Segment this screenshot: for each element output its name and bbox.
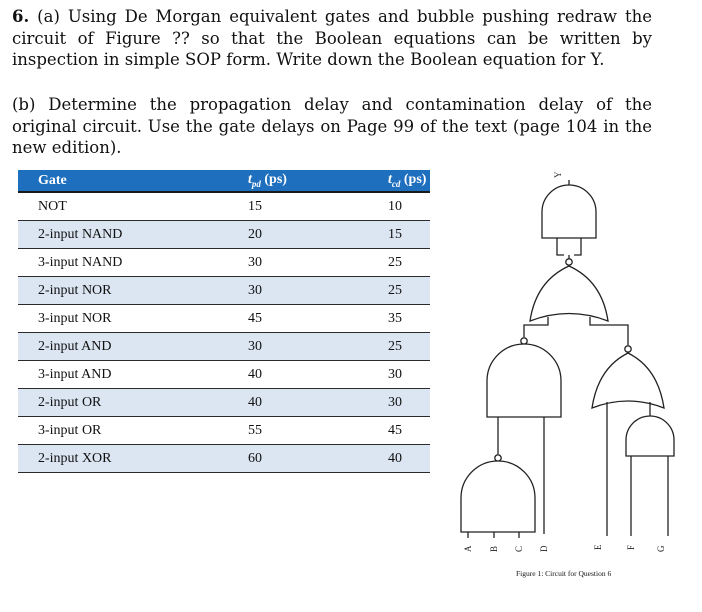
figure-caption: Figure 1: Circuit for Question 6 — [516, 569, 612, 578]
upper-nor-bubble — [566, 259, 572, 265]
input-label-g: G — [656, 545, 666, 552]
wire-top-nand-in1 — [557, 238, 564, 255]
cell-tcd: 45 — [368, 417, 430, 445]
cell-tcd: 35 — [368, 305, 430, 333]
circuit-diagram — [440, 160, 702, 565]
header-tcd-unit: (ps) — [400, 172, 427, 188]
cell-tcd: 10 — [368, 192, 430, 221]
right-and-gate — [626, 416, 674, 456]
cell-gate: 3-input AND — [18, 361, 228, 389]
cell-gate: NOT — [18, 192, 228, 221]
table-row — [18, 389, 430, 417]
cell-tcd: 40 — [368, 445, 430, 473]
cell-gate: 3-input NOR — [18, 305, 228, 333]
cell-gate: 2-input OR — [18, 389, 228, 417]
table-row — [18, 249, 430, 277]
cell-tpd: 30 — [228, 249, 368, 277]
wire-upper-nor-in-right — [590, 317, 628, 345]
input-label-a: A — [463, 545, 473, 552]
middle-nand-bubble — [521, 338, 527, 344]
wire-top-nand-in2 — [574, 238, 581, 255]
cell-tcd: 25 — [368, 277, 430, 305]
header-tcd-sub: cd — [391, 178, 401, 189]
input-label-f: F — [626, 544, 636, 550]
table-row — [18, 305, 430, 333]
cell-tcd: 30 — [368, 361, 430, 389]
part-a-text: (a) Using De Morgan equivalent gates and bubble pushing redraw the circuit of Figure ?? so that the Boolean equations can be written by inspection in simple SOP form. Write down the Boolean equation for Y. — [12, 7, 652, 69]
cell-gate: 2-input NOR — [18, 277, 228, 305]
question-number: 6. — [12, 7, 30, 26]
cell-tpd: 30 — [228, 277, 368, 305]
cell-tpd: 30 — [228, 333, 368, 361]
header-tpd-t: t — [248, 172, 252, 188]
cell-tpd: 20 — [228, 221, 368, 249]
table-header-row — [18, 170, 430, 192]
cell-gate: 2-input XOR — [18, 445, 228, 473]
upper-nor-gate — [530, 266, 608, 321]
cell-tpd: 40 — [228, 361, 368, 389]
top-nand-gate — [542, 185, 596, 238]
cell-tcd: 15 — [368, 221, 430, 249]
header-tcd-t: t — [388, 172, 392, 188]
cell-gate: 2-input AND — [18, 333, 228, 361]
input-label-e: E — [593, 544, 603, 550]
input-label-c: C — [514, 545, 524, 552]
cell-tcd: 25 — [368, 249, 430, 277]
input-label-d: D — [539, 545, 549, 552]
cell-tpd: 55 — [228, 417, 368, 445]
input-label-b: B — [489, 545, 499, 552]
table-row — [18, 192, 430, 221]
cell-tcd: 30 — [368, 389, 430, 417]
table-row — [18, 445, 430, 473]
table-row — [18, 277, 430, 305]
table-row — [18, 417, 430, 445]
cell-tpd: 15 — [228, 192, 368, 221]
bottom-nand-gate — [461, 461, 535, 532]
cell-tpd: 45 — [228, 305, 368, 333]
header-gate: Gate — [18, 170, 228, 192]
header-tpd-unit: (ps) — [260, 172, 287, 188]
cell-gate: 3-input NAND — [18, 249, 228, 277]
wire-upper-nor-in-left — [524, 317, 548, 337]
header-tpd-sub: pd — [251, 178, 261, 189]
output-label-y: Y — [553, 171, 563, 178]
middle-nand-gate — [487, 344, 561, 417]
question-part-a — [12, 6, 652, 71]
right-nor-gate — [592, 353, 664, 408]
cell-tpd: 40 — [228, 389, 368, 417]
cell-tpd: 60 — [228, 445, 368, 473]
bottom-nand-bubble — [495, 455, 501, 461]
gate-delay-table — [18, 170, 430, 473]
right-nor-bubble — [625, 346, 631, 352]
table-row — [18, 361, 430, 389]
header-tpd — [228, 170, 368, 192]
table-row — [18, 221, 430, 249]
cell-gate: 2-input NAND — [18, 221, 228, 249]
header-tcd — [368, 170, 430, 192]
cell-tcd: 25 — [368, 333, 430, 361]
cell-gate: 3-input OR — [18, 417, 228, 445]
table-row — [18, 333, 430, 361]
question-part-b: (b) Determine the propagation delay and contamination delay of the original circuit. Use the gate delays on Page 99 of the text (page 104 in the new edition). — [12, 95, 652, 157]
